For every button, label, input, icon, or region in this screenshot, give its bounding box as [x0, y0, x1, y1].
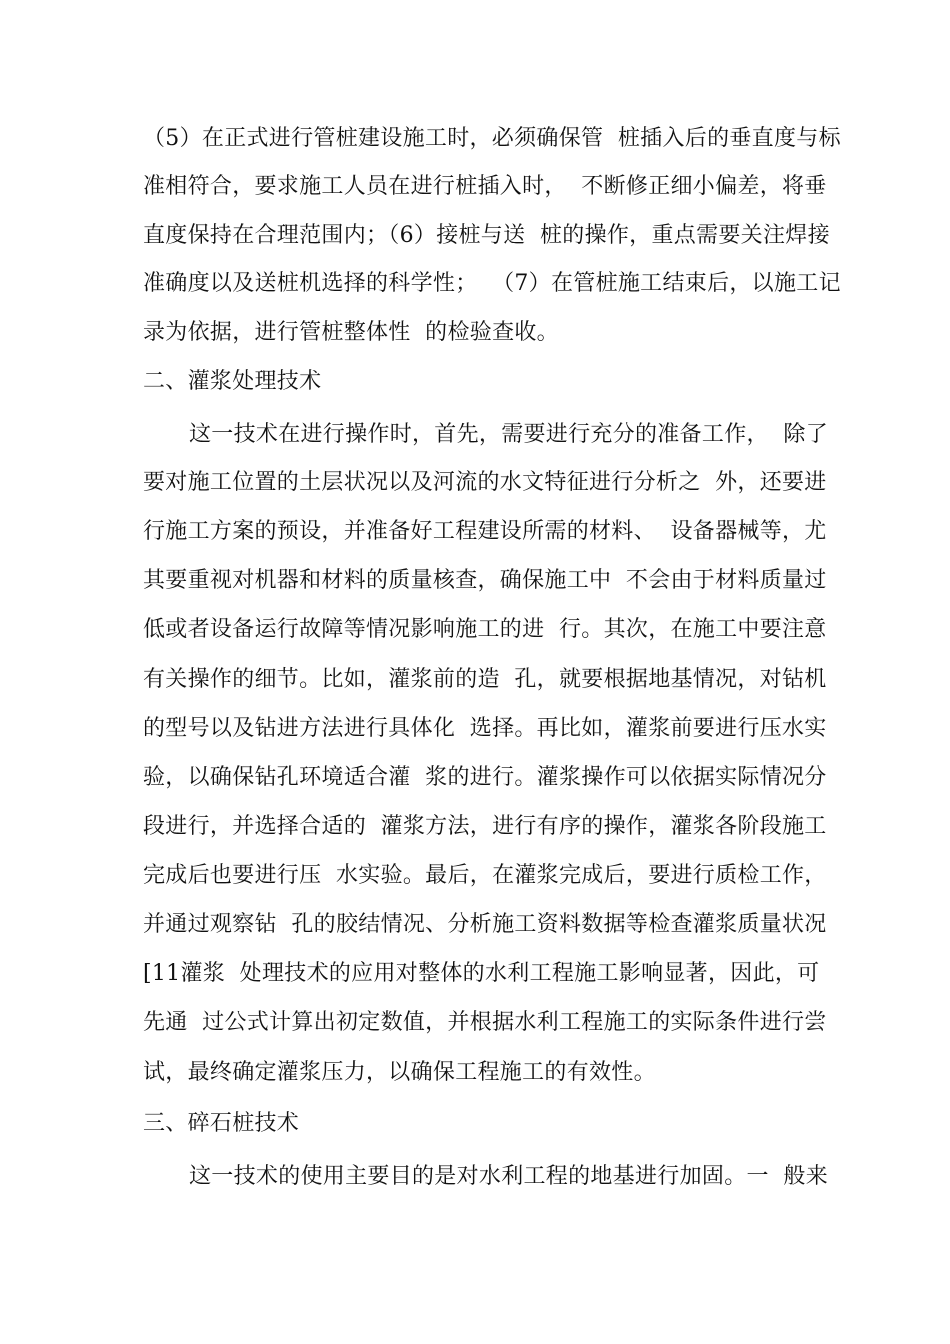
- paragraph-line: 的型号以及钻进方法进行具体化 选择。再比如，灌浆前要进行压水实: [143, 716, 827, 741]
- paragraph-line: 这一技术在进行操作时，首先，需要进行充分的准备工作， 除了: [189, 422, 828, 447]
- paragraph-line: 验，以确保钻孔环境适合灌 浆的进行。灌浆操作可以依据实际情况分: [143, 765, 827, 790]
- paragraph-line: [11灌浆 处理技术的应用对整体的水利工程施工影响显著，因此，可: [143, 961, 820, 986]
- paragraph-line: 要对施工位置的土层状况以及河流的水文特征进行分析之 外，还要进: [143, 470, 827, 495]
- section-heading: 二、灌浆处理技术: [143, 369, 322, 394]
- paragraph-line: 先通 过公式计算出初定数值，并根据水利工程施工的实际条件进行尝: [143, 1010, 827, 1035]
- paragraph-line: 其要重视对机器和材料的质量核查，确保施工中 不会由于材料质量过: [143, 568, 827, 593]
- paragraph-line: 低或者设备运行故障等情况影响施工的进 行。其次，在施工中要注意: [143, 617, 827, 642]
- paragraph-line: 录为依据，进行管桩整体性 的检验查收。: [143, 320, 559, 345]
- paragraph-line: 试，最终确定灌浆压力，以确保工程施工的有效性。: [143, 1060, 656, 1085]
- paragraph-line: 准确度以及送桩机选择的科学性； （7）在管桩施工结束后，以施工记: [143, 271, 841, 296]
- paragraph-line: 并通过观察钻 孔的胶结情况、分析施工资料数据等检查灌浆质量状况: [143, 912, 827, 937]
- paragraph-line: 段进行，并选择合适的 灌浆方法，进行有序的操作，灌浆各阶段施工: [143, 814, 827, 839]
- paragraph-line: 准相符合，要求施工人员在进行桩插入时， 不断修正细小偏差，将垂: [143, 174, 827, 199]
- paragraph-line: 完成后也要进行压 水实验。最后，在灌浆完成后，要进行质检工作，: [143, 863, 827, 888]
- section-heading: 三、碎石桩技术: [143, 1111, 300, 1136]
- paragraph-line: 这一技术的使用主要目的是对水利工程的地基进行加固。一 般来: [189, 1164, 828, 1189]
- paragraph-line: 直度保持在合理范围内；（6）接桩与送 桩的操作，重点需要关注焊接: [143, 223, 830, 248]
- paragraph-line: 有关操作的细节。比如，灌浆前的造 孔，就要根据地基情况，对钻机: [143, 667, 827, 692]
- paragraph-line: （5）在正式进行管桩建设施工时，必须确保管 桩插入后的垂直度与标: [143, 126, 841, 151]
- paragraph-line: 行施工方案的预设，并准备好工程建设所需的材料、 设备器械等，尤: [143, 519, 827, 544]
